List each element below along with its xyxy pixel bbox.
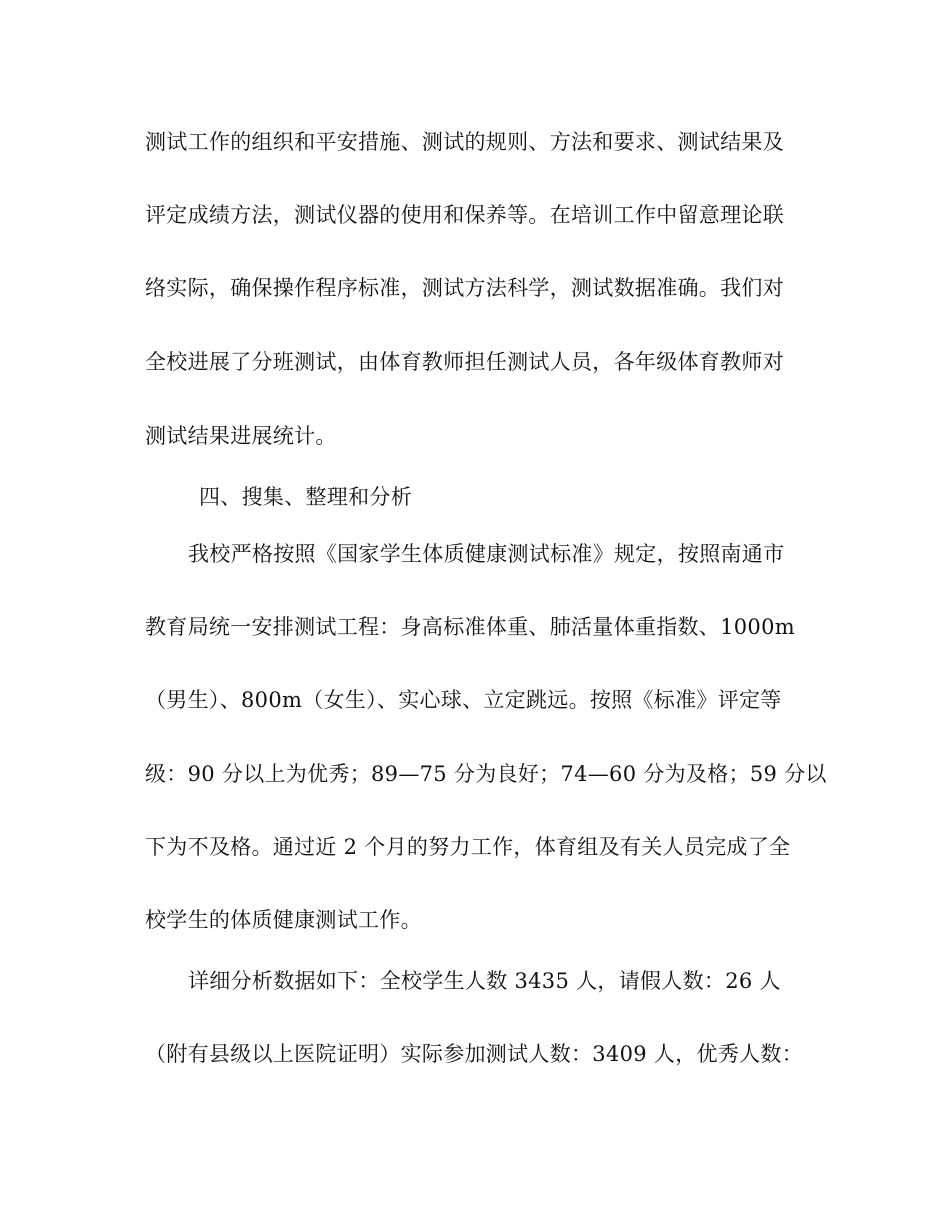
paragraph-line: 测试结果进展统计。 — [145, 424, 337, 448]
paragraph-line: （附有县级以上医院证明）实际参加测试人数：3409 人，优秀人数： — [145, 1042, 804, 1066]
paragraph-line: 校学生的体质健康测试工作。 — [145, 908, 422, 932]
paragraph-line: 详细分析数据如下：全校学生人数 3435 人，请假人数：26 人 — [188, 969, 781, 993]
paragraph-line: 我校严格按照《国家学生体质健康测试标准》规定，按照南通市 — [188, 542, 785, 566]
paragraph-line: （男生）、800m（女生）、实心球、立定跳远。按照《标准》评定等 — [145, 688, 782, 712]
paragraph-line: 络实际，确保操作程序标准，测试方法科学，测试数据准确。我们对 — [145, 276, 784, 300]
paragraph-line: 测试工作的组织和平安措施、测试的规则、方法和要求、测试结果及 — [145, 130, 784, 154]
paragraph-line: 全校进展了分班测试，由体育教师担任测试人员，各年级体育教师对 — [145, 350, 784, 374]
paragraph-line: 教育局统一安排测试工程：身高标准体重、肺活量体重指数、1000m — [145, 615, 795, 639]
paragraph-line: 评定成绩方法，测试仪器的使用和保养等。在培训工作中留意理论联 — [145, 203, 784, 227]
paragraph-line: 级：90 分以上为优秀；89—75 分为良好；74—60 分为及格；59 分以 — [145, 762, 827, 786]
section-heading: 四、搜集、整理和分析 — [199, 485, 412, 509]
paragraph-line: 下为不及格。通过近 2 个月的努力工作，体育组及有关人员完成了全 — [145, 835, 791, 859]
